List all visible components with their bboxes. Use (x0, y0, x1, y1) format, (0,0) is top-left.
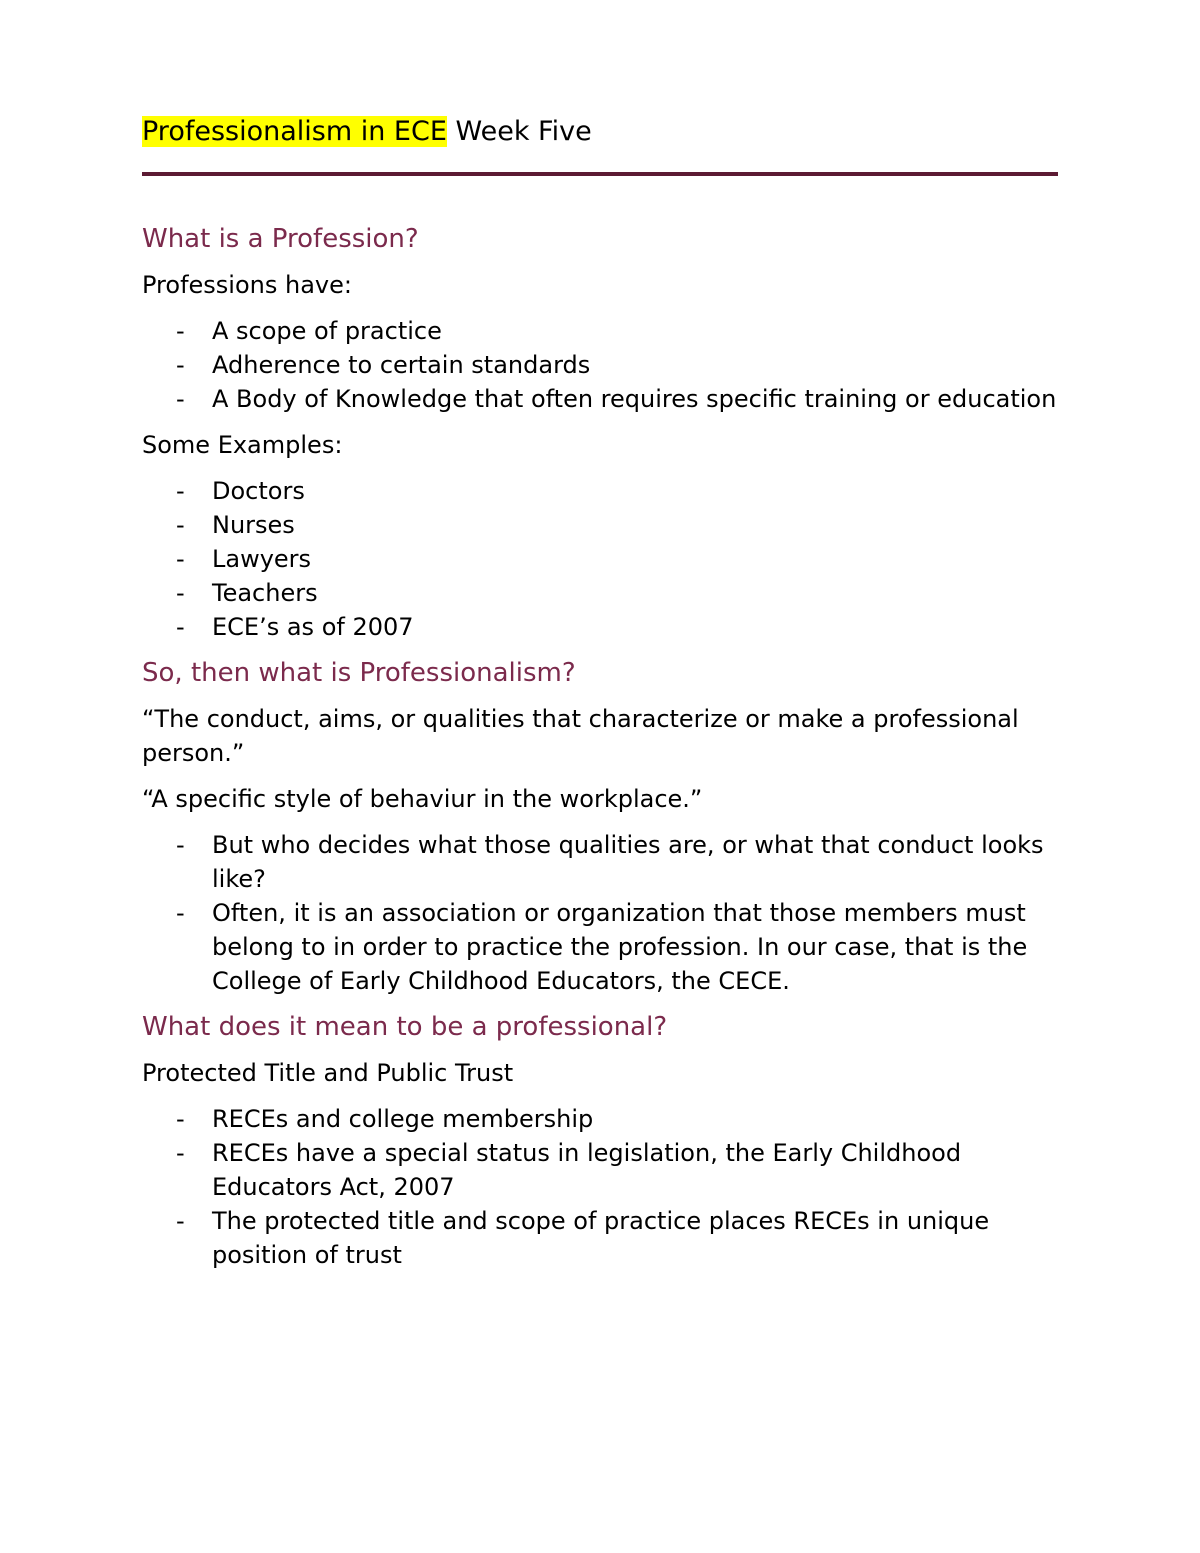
protected-title-intro: Protected Title and Public Trust (142, 1059, 514, 1087)
list-item: - ECE’s as of 2007 (176, 613, 414, 641)
professional-list (142, 1102, 1058, 1272)
definition-quote-1: “The conduct, aims, or qualities that characterize or make a professional person.” (142, 705, 1019, 767)
list-item: - The protected title and scope of practice places RECEs in unique position of trust (176, 1207, 990, 1269)
section-heading-profession: What is a Profession? (142, 224, 419, 254)
section-heading-professional: What does it mean to be a professional? (142, 1012, 668, 1042)
list-item: - Teachers (176, 579, 318, 607)
list-item: - Lawyers (176, 545, 312, 573)
title-highlighted: Professionalism in ECE (142, 116, 447, 147)
list-item: - Often, it is an association or organization that those members must belong to in order to practice the profession. In our case, that is the College of Early Childhood Educators, the CECE. (176, 899, 1028, 995)
professions-intro: Professions have: (142, 271, 352, 299)
professions-list (142, 314, 1058, 416)
examples-label: Some Examples: (142, 431, 343, 459)
list-item: - Nurses (176, 511, 295, 539)
list-item: - But who decides what those qualities are, or what that conduct looks like? (176, 831, 1044, 893)
list-item: - RECEs have a special status in legislation, the Early Childhood Educators Act, 2007 (176, 1139, 962, 1201)
examples-list (142, 474, 1058, 644)
document-title (142, 112, 1058, 152)
title-divider (142, 172, 1058, 176)
title-rest: Week Five (455, 116, 592, 147)
list-item: - Doctors (176, 477, 305, 505)
list-item: - Adherence to certain standards (176, 351, 591, 379)
definition-quote-2: “A specific style of behaviur in the workplace.” (142, 785, 703, 813)
list-item: - A scope of practice (176, 317, 442, 345)
document-page (142, 112, 1058, 1284)
list-item: - A Body of Knowledge that often requires specific training or education (176, 385, 1057, 413)
professionalism-list (142, 828, 1058, 998)
list-item: - RECEs and college membership (176, 1105, 594, 1133)
section-heading-professionalism: So, then what is Professionalism? (142, 658, 576, 688)
